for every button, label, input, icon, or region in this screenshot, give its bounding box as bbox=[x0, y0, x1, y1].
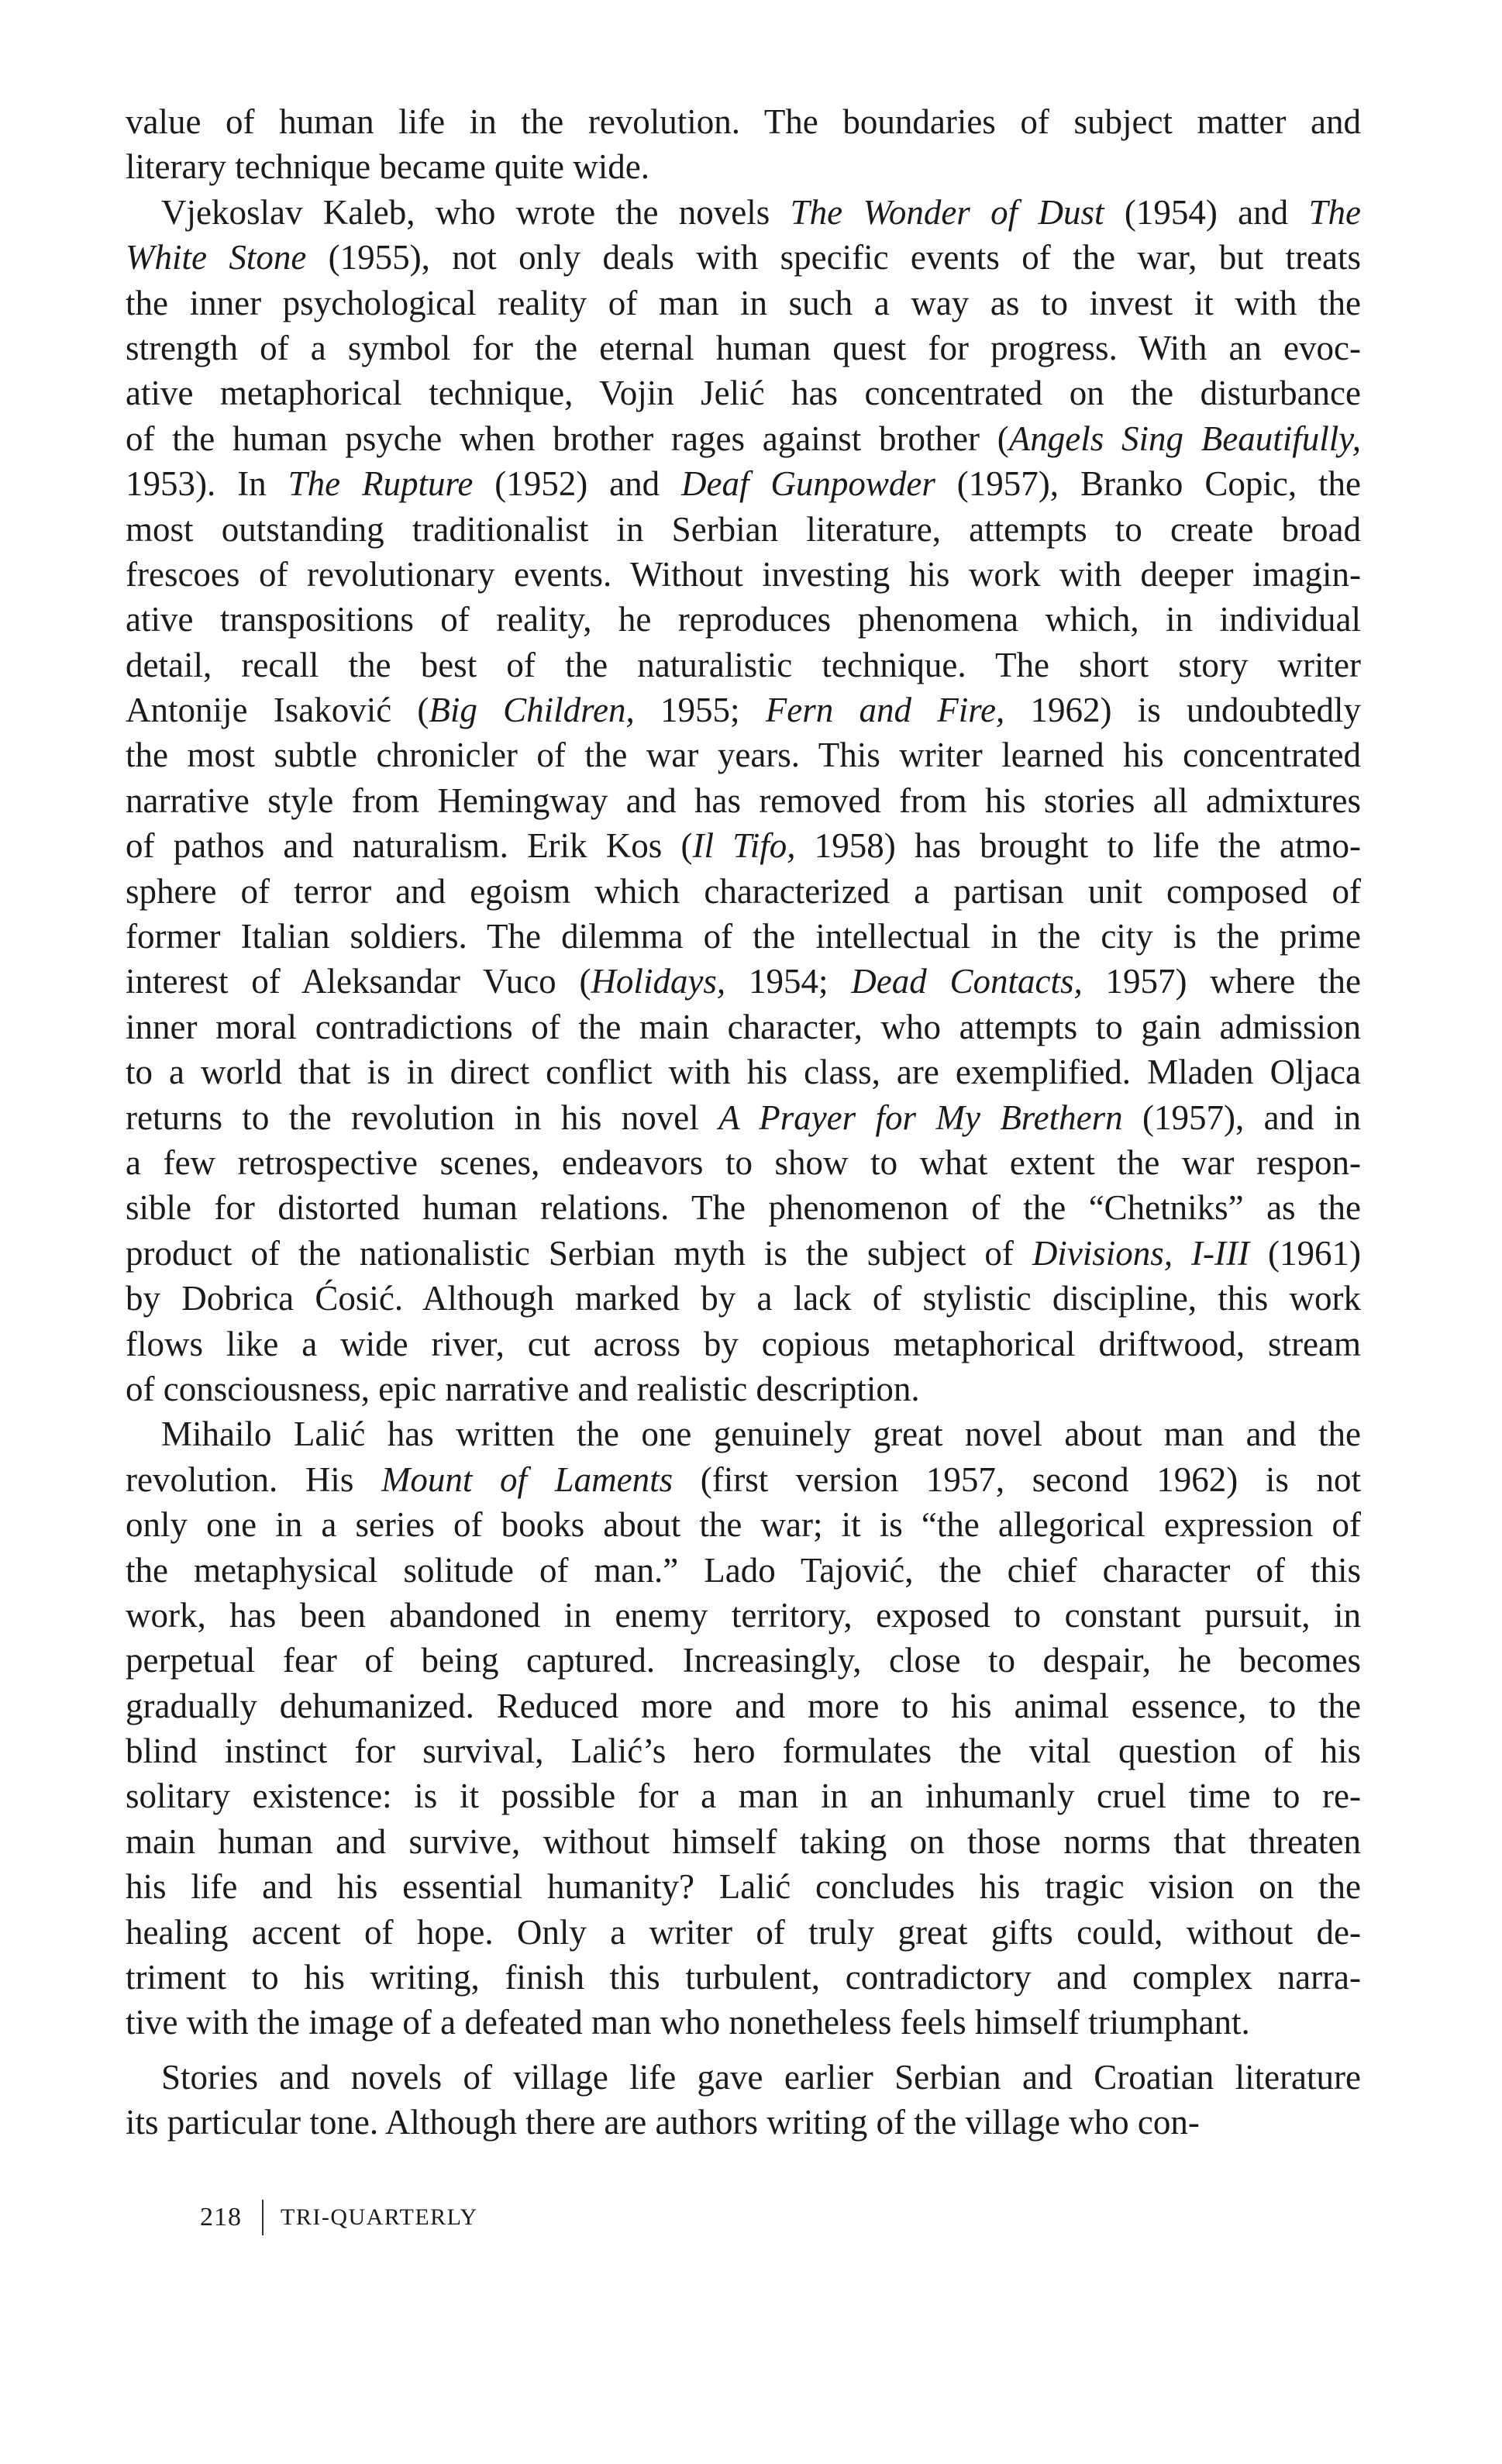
text-line: perpetual fear of being captured. Increasingly, close to despair, he becomes bbox=[126, 1641, 1361, 1680]
text-line: solitary existence: is it possible for a man in an inhumanly cruel time to re- bbox=[126, 1776, 1361, 1816]
page-footer bbox=[200, 2200, 478, 2235]
text-line: a few retrospective scenes, endeavors to show to what extent the war respon- bbox=[126, 1142, 1361, 1182]
text-line: the most subtle chronicler of the war years. This writer learned his concentrated bbox=[126, 736, 1361, 775]
paragraph bbox=[126, 190, 1361, 1412]
text-line: tive with the image of a defeated man who nonetheless feels himself triumphant. bbox=[126, 2003, 1250, 2042]
text-line: flows like a wide river, cut across by copious metaphorical driftwood, stream bbox=[126, 1324, 1361, 1363]
text-line: its particular tone. Although there are authors writing of the village who con- bbox=[126, 2103, 1200, 2142]
text-line: literary technique became quite wide. bbox=[126, 147, 649, 187]
text-line: sible for distorted human relations. The phenomenon of the “Chetniks” as the bbox=[126, 1188, 1361, 1228]
paragraph-gap bbox=[126, 2045, 1361, 2055]
paragraph bbox=[126, 2045, 1361, 2145]
text-line: White Stone (1955), not only deals with specific events of the war, but treats bbox=[126, 238, 1361, 277]
text-line: Stories and novels of village life gave earlier Serbian and Croatian literature bbox=[161, 2057, 1361, 2097]
text-line: to a world that is in direct conflict with his class, are exemplified. Mladen Oljaca bbox=[126, 1053, 1361, 1092]
text-line: ative transpositions of reality, he reproduces phenomena which, in individual bbox=[126, 600, 1361, 639]
text-line: Vjekoslav Kaleb, who wrote the novels The Wonder of Dust (1954) and The bbox=[161, 192, 1362, 232]
text-line: of pathos and naturalism. Erik Kos (Il Tifo, 1958) has brought to life the atmo- bbox=[126, 826, 1361, 866]
journal-title: TRI-QUARTERLY bbox=[281, 2204, 478, 2230]
footer-divider bbox=[262, 2200, 264, 2235]
text-line: gradually dehumanized. Reduced more and more to his animal essence, to the bbox=[126, 1686, 1361, 1725]
text-line: narrative style from Hemingway and has removed from his stories all admixtures bbox=[126, 781, 1361, 820]
text-line: blind instinct for survival, Lalić’s hero formulates the vital question of his bbox=[126, 1732, 1361, 1771]
text-line: healing accent of hope. Only a writer of truly great gifts could, without de- bbox=[126, 1912, 1361, 1952]
text-line: Mihailo Lalić has written the one genuinely great novel about man and the bbox=[161, 1415, 1361, 1454]
text-line: of the human psyche when brother rages against brother (Angels Sing Beautifully, bbox=[126, 419, 1361, 458]
text-line: product of the nationalistic Serbian myth is the subject of Divisions, I-III (1961) bbox=[126, 1233, 1361, 1273]
text-line: only one in a series of books about the war; it is “the allegorical expression of bbox=[126, 1505, 1361, 1545]
text-line: 1953). In The Rupture (1952) and Deaf Gunpowder (1957), Branko Copic, the bbox=[126, 464, 1361, 504]
text-line: detail, recall the best of the naturalistic technique. The short story writer bbox=[126, 645, 1361, 684]
paragraph bbox=[126, 99, 1361, 190]
text-line: revolution. His Mount of Laments (first version 1957, second 1962) is not bbox=[126, 1459, 1361, 1499]
page-body bbox=[126, 99, 1361, 2145]
text-line: the inner psychological reality of man in such a way as to invest it with the bbox=[126, 283, 1361, 322]
paragraph bbox=[126, 1411, 1361, 2045]
text-line: triment to his writing, finish this turbulent, contradictory and complex narra- bbox=[126, 1958, 1361, 1997]
text-line: the metaphysical solitude of man.” Lado Tajović, the chief character of this bbox=[126, 1550, 1361, 1590]
text-line: strength of a symbol for the eternal human quest for progress. With an evoc- bbox=[126, 328, 1361, 367]
text-line: returns to the revolution in his novel A Prayer for My Brethern (1957), and in bbox=[126, 1098, 1361, 1137]
text-line: inner moral contradictions of the main character, who attempts to gain admission bbox=[126, 1007, 1361, 1046]
text-line: his life and his essential humanity? Lalić concludes his tragic vision on the bbox=[126, 1867, 1361, 1907]
text-line: interest of Aleksandar Vuco (Holidays, 1954; Dead Contacts, 1957) where the bbox=[126, 962, 1361, 1001]
text-line: work, has been abandoned in enemy territory, exposed to constant pursuit, in bbox=[126, 1595, 1361, 1635]
text-line: frescoes of revolutionary events. Without investing his work with deeper imagin- bbox=[126, 554, 1361, 594]
text-line: ative metaphorical technique, Vojin Jelić has concentrated on the disturbance bbox=[126, 374, 1361, 413]
text-line: former Italian soldiers. The dilemma of the intellectual in the city is the prime bbox=[126, 917, 1361, 956]
text-line: of consciousness, epic narrative and realistic description. bbox=[126, 1369, 920, 1408]
text-line: main human and survive, without himself taking on those norms that threaten bbox=[126, 1821, 1361, 1861]
text-line: most outstanding traditionalist in Serbian literature, attempts to create broad bbox=[126, 509, 1361, 549]
text-line: sphere of terror and egoism which characterized a partisan unit composed of bbox=[126, 871, 1361, 911]
page-number: 218 bbox=[200, 2203, 242, 2231]
text-line: value of human life in the revolution. The boundaries of subject matter and bbox=[126, 102, 1361, 141]
text-line: Antonije Isaković (Big Children, 1955; Fern and Fire, 1962) is undoubtedly bbox=[126, 691, 1361, 730]
text-line: by Dobrica Ćosić. Although marked by a lack of stylistic discipline, this work bbox=[126, 1279, 1361, 1318]
